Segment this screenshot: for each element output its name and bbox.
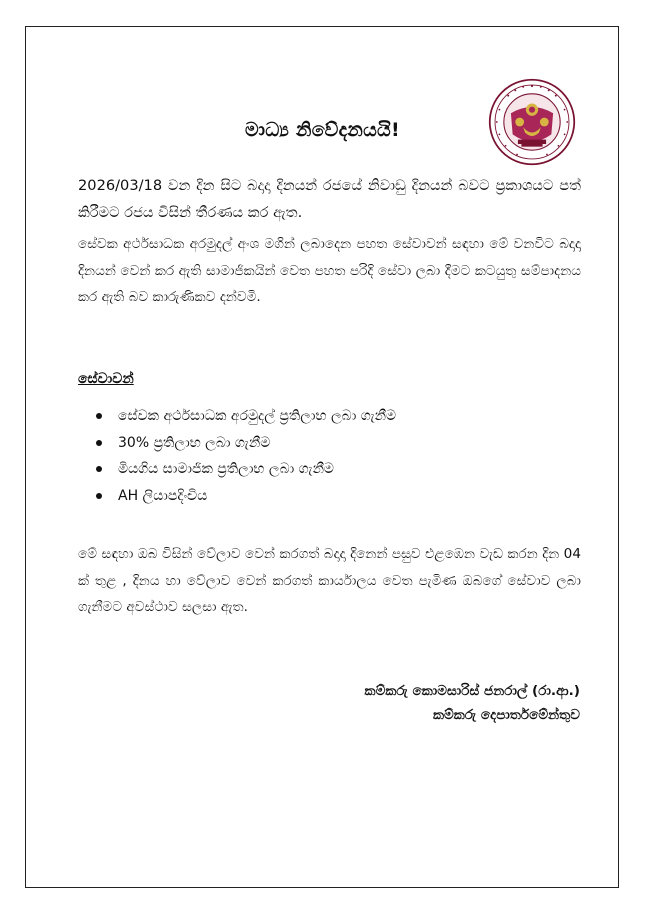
service-item (96, 403, 556, 430)
service-item (96, 430, 556, 457)
notice-title: මාධ්‍ය නිවේදනයයි! (245, 119, 400, 141)
service-item (96, 483, 556, 510)
notice-paragraph-1: 2026/03/18 වන දින සිට බදාදා දිනයන් රජයේ නිවාඩු දිනයන් බවට ප්‍රකාශයට පත් කිරීමට රජය විසින් තීරණය කර ඇත. (78, 177, 581, 221)
service-item-label: AH ලියාපදිංචිය (118, 487, 208, 504)
service-item-label: මියගිය සාමාජික ප්‍රතිලාභ ලබා ගැනීම (118, 461, 334, 477)
signature-title: කම්කරු කොමසාරිස් ජනරාල් (රා.ආ.) (364, 683, 580, 699)
bullet-icon (96, 493, 102, 499)
signature-department: කම්කරු දෙපාර්තමේන්තුව (432, 707, 580, 723)
bullet-icon (96, 413, 102, 419)
bullet-icon (96, 440, 102, 446)
service-item-label: සේවක අර්ථසාධක අරමුදල් ප්‍රතිලාභ ලබා ගැනීම (118, 408, 397, 424)
notice-paragraph-3: මේ සඳහා ඔබ විසින් වේලාව වෙන් කරගත් බදාදා දිනෙන් පසුව එළඹෙන වැඩ කරන දින 04 ක් තුළ , දිනය හා වේලාව වෙන් කරගත් කාර්යාලය වෙත පැමිණ ඔබගේ සේවාව ලබා ගැනීමට අවස්ථාව සලසා ඇත. (78, 546, 581, 615)
services-list (96, 403, 556, 509)
bullet-icon (96, 466, 102, 472)
services-heading: සේවාවන් (78, 371, 134, 387)
service-item-label: 30% ප්‍රතිලාභ ලබා ගැනීම (118, 434, 271, 451)
service-item (96, 456, 556, 483)
notice-paragraph-2: සේවක අර්ථසාධක අරමුදල් අංශ මගින් ලබාදෙන පහත සේවාවන් සඳහා මේ වනවිට බදාදා දිනයන් වෙන් කර ඇති සාමාජිකයින් වෙත පහත පරිදි සේවා ලබා දීමට කටයුතු සම්පාදනය කර ඇති බව කාරුණිකව දන්වමි. (78, 236, 581, 305)
